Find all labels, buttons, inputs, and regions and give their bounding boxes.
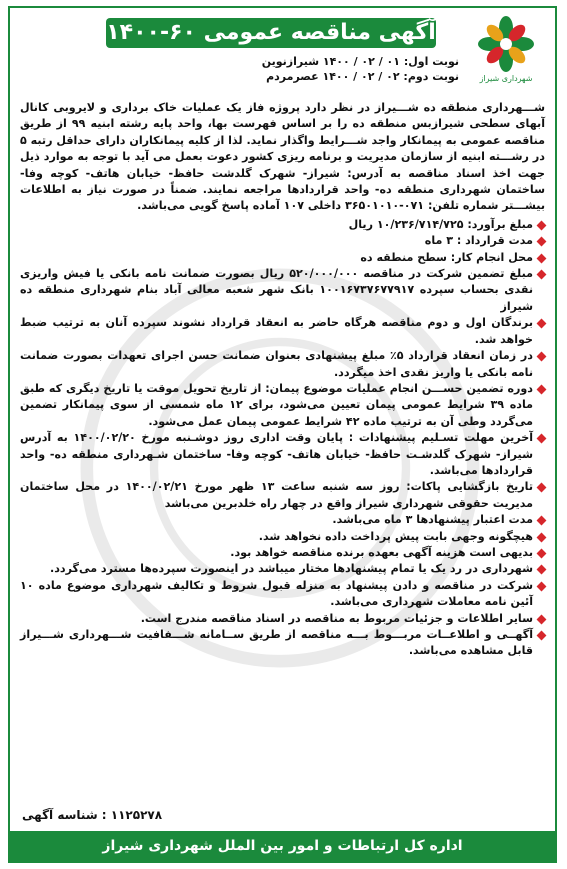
diamond-bullet-icon [537,220,547,230]
list-item: محل انجام کار: سطح منطقه ده [20,250,545,266]
diamond-bullet-icon [537,352,547,362]
diamond-bullet-icon [537,237,547,247]
list-item: برندگان اول و دوم مناقصه هرگاه حاضر به انعقاد قرارداد نشوند سپرده آنان به ترتیب ضبط خواهد شد. [20,315,545,348]
diamond-bullet-icon [537,434,547,444]
notice-body [20,100,545,660]
diamond-bullet-icon [537,565,547,575]
footer-banner: اداره کل ارتباطات و امور بین الملل شهرداری شیراز [10,831,555,861]
diamond-bullet-icon [537,483,547,493]
flower-logo-icon [476,14,536,74]
tender-notice [8,6,557,863]
diamond-bullet-icon [537,532,547,542]
diamond-bullet-icon [537,253,547,263]
list-item: بدیهی است هزینه آگهی بعهده برنده مناقصه خواهد بود. [20,545,545,561]
list-item: شهرداری در رد یک یا تمام پیشنهادها مختار میباشد در اینصورت سپرده‌ها مسترد می‌گردد. [20,561,545,577]
diamond-bullet-icon [537,384,547,394]
diamond-bullet-icon [537,516,547,526]
list-item: هیچگونه وجهی بابت پیش پرداخت داده نخواهد شد. [20,529,545,545]
logo-caption: شهرداری شیراز [479,74,533,83]
header [10,8,555,104]
list-item: شرکت در مناقصه و دادن پیشنهاد به منزله قبول شروط و تکالیف شهرداری موضوع ماده ۱۰ آئین نامه معاملات شهرداری می‌باشد. [20,578,545,611]
first-round-date: نوبت اول: ۰۱ / ۰۲ / ۱۴۰۰ شیرازنوین [261,55,459,68]
list-item: مبلغ تضمین شرکت در مناقصه ۵۲۰/۰۰۰/۰۰۰ ریال بصورت ضمانت نامه بانکی یا فیش واریزی نقدی بحساب سپرده ۱۰۰۱۶۷۳۷۶۷۷۹۱۷ بانک شهر شعبه معالی آباد بنام شهرداری منطقه ده شیراز [20,266,545,315]
diamond-bullet-icon [537,581,547,591]
list-item: مدت اعتبار پیشنهادها ۳ ماه می‌باشد. [20,512,545,528]
list-item: دوره تضمین حســـن انجام عملیات موضوع پیمان: از تاریخ تحویل موقت یا تاریخ دیگری که طبق ماده ۳۹ شرایط عمومی پیمان تعیین می‌شود، برای ۱۲ ماه شمسی از سوی پیمانکار تضمین می‌گردد وطی آن به ترتیب ماده ۴۲ شرایط عمومی پیمان عمل می‌شود. [20,381,545,430]
diamond-bullet-icon [537,319,547,329]
list-item: در زمان انعقاد قرارداد ۵٪ مبلغ پیشنهادی بعنوان ضمانت حسن اجرای تعهدات بصورت ضمانت نامه بانکی یا واریز نقدی اخذ میگردد. [20,348,545,381]
diamond-bullet-icon [537,549,547,559]
list-item: آگهــی و اطلاعــات مربـــوط بـــه مناقصه از طریق ســامانه شـــفافیت شـــهرداری شـــیراز قابل مشاهده می‌باشد. [20,627,545,660]
shiraz-municipality-logo [463,14,549,98]
intro-paragraph: شـــهرداری منطقه ده شـــیراز در نظر دارد پروژه فاز یک عملیات خاک برداری و لایروبی کانال آبهای سطحی شیرازبس منطقه ده را بر اساس فهرست بها، واحد پایه رشته ابنیه ۹۹ از طریق مناقصه عمومی به پیمانکار واجد شـــرایط واگذار نماید. لذا از کلیه پیمانکاران دارای حداقل رتبه ۵ در رشـــته ابنیه از سازمان مدیریت و برنامه ریزی کشور دعوت بعمل می آید با توجه به موارد ذیل جهت اخذ اسناد مناقصه به آدرس: شیراز- شهرک گلدشت حافظ- خیابان هاتف- کوچه وفا- ساختمان شهرداری منطقه ده- واحد قراردادها مراجعه نمایند. ضمناً در صورت نیاز به اطلاعات بیشـــتر شماره تلفن: ۰۷۱-۳۶۵۰۱۰۱۰ داخلی ۱۰۷ آماده پاسخ گویی می‌باشد. [20,101,545,213]
publication-dates [199,54,459,84]
list-item: آخرین مهلت تسـلیم پیشنهادات : پایان وقت اداری روز دوشـنبه مورخ ۱۴۰۰/۰۲/۲۰ به آدرس شیراز- شهرک گلدشـت حافظ- خیابان هاتف- کوچه وفا- ساختمان شـهرداری منطقه ده- واحد قراردادها می‌باشد. [20,430,545,479]
list-item: سایر اطلاعات و جزئیات مربوط به مناقصه در اسناد مناقصه مندرج است. [20,611,545,627]
second-round-date: نوبت دوم: ۰۲ / ۰۲ / ۱۴۰۰ عصرمردم [266,70,459,83]
diamond-bullet-icon [537,631,547,641]
notice-title: آگهی مناقصه عمومی ۶۰-۱۴۰۰ [106,18,436,48]
diamond-bullet-icon [537,270,547,280]
conditions-list [20,217,545,660]
ad-identifier: ۱۱۲۵۲۷۸ : شناسه آگهی [22,808,163,822]
list-item: مدت قرارداد : ۳ ماه [20,233,545,249]
diamond-bullet-icon [537,614,547,624]
list-item: تاریخ بازگشایی پاکات: روز سه شنبه ساعت ۱۳ ظهر مورخ ۱۴۰۰/۰۲/۲۱ در محل ساختمان مدیریت حقوقی شهرداری شیراز واقع در چهار راه خلدبرین می‌باشد [20,479,545,512]
list-item: مبلغ برآورد: ۱۰/۲۳۶/۷۱۴/۷۲۵ ریال [20,217,545,233]
